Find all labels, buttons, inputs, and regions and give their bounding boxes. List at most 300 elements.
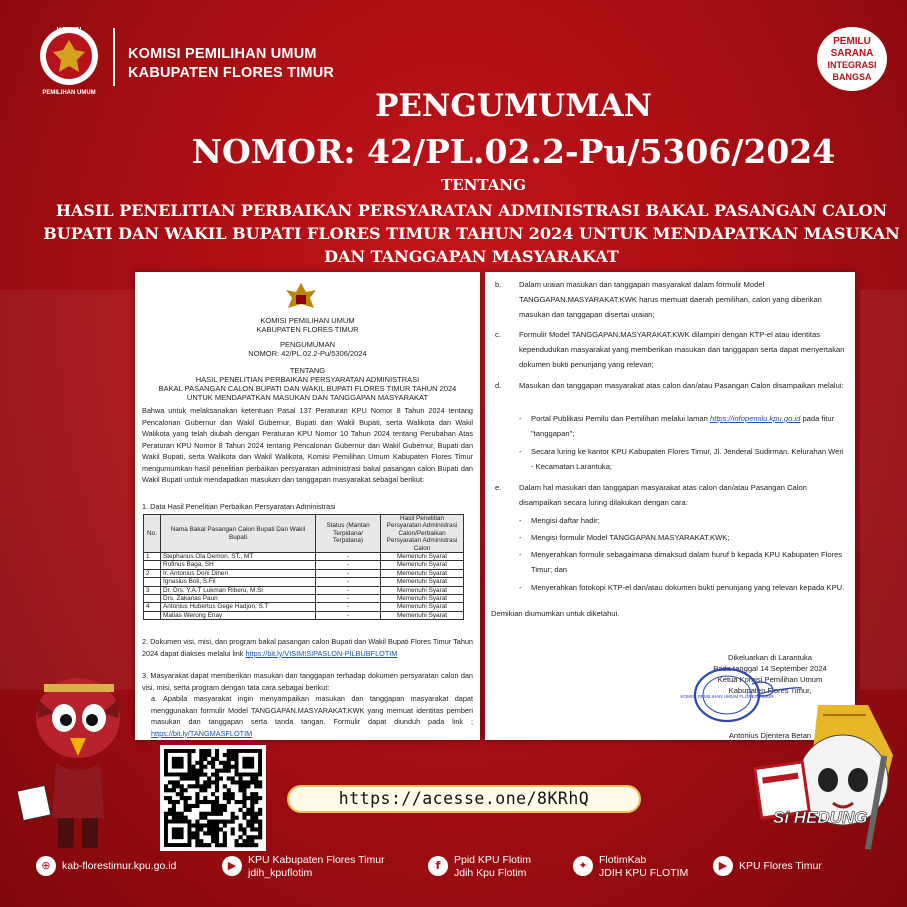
qr-module [195,784,199,788]
table-cell: Stephanus Ola Demon, ST., MT [161,553,316,561]
table-cell: 1 [144,553,161,561]
qr-module [250,780,254,784]
qr-module [250,835,254,839]
qr-module [199,788,203,792]
results-table [143,514,464,620]
qr-module [238,800,242,804]
qr-module [254,816,258,820]
footer-text: jdih_kpuflotim [248,867,313,879]
table-cell: Matias Werong Enay [161,611,316,619]
qr-module [242,796,246,800]
qr-module [242,788,246,792]
list-text: Dalam hal masukan dan tanggapan masyarakat atas calon dan/atau Pasangan Calon disampaikan secara luring dilakukan dengan cara: [519,483,807,507]
qr-module [238,835,242,839]
list-text [531,411,845,441]
qr-module [231,765,235,769]
qr-module [211,780,215,784]
qr-module [203,765,207,769]
qr-module [246,812,250,816]
qr-module [242,816,246,820]
qr-module [195,839,199,843]
qr-module [242,757,254,769]
qr-module [184,808,188,812]
qr-module [231,796,235,800]
qr-module [199,765,203,769]
table-row [144,586,464,594]
table-cell: Antonius Hubertus Gege Hadjon, S.T [161,603,316,611]
facebook-icon: f [428,856,448,876]
qr-module [203,784,207,788]
table-cell: Ir. Antonius Doni Dihen [161,569,316,577]
table-cell: - [316,553,381,561]
org-line-2: KABUPATEN FLORES TIMUR [128,65,335,81]
qr-module [215,753,219,757]
title-nomor: NOMOR: 42/PL.02.2-Pu/5306/2024 [191,132,836,171]
background-building [0,290,135,690]
qr-module [207,753,211,757]
qr-module [195,800,199,804]
qr-module [242,800,246,804]
qr-module [215,749,219,753]
qr-module [172,788,176,792]
qr-module [164,788,168,792]
youtube-icon: ▶ [222,856,242,876]
qr-module [168,796,172,800]
qr-module [199,800,203,804]
qr-module [238,784,242,788]
table-cell [144,611,161,619]
qr-module [211,800,215,804]
qr-module [176,784,180,788]
table-cell: Memenuhi Syarat [381,611,464,619]
table-cell [144,561,161,569]
qr-module [211,761,215,765]
closing-text: Demikian diumumkan untuk diketahui. [491,609,620,618]
qr-module [207,827,211,831]
qr-module [227,765,231,769]
qr-module [238,776,242,780]
qr-module [195,823,199,827]
qr-module [219,812,223,816]
doc-item-3a-text: a. Apabila masyarakat ingin menyampaikan masukan dan tanggapan masyarakat dapat menggunakan formulir Model TANGGAPAN.MASYARAKAT.KWK yang memuat identitas pemberi masukan dan tanggapan serta tanda tangan. Formulir dapat diunduh pada link ; [151,694,473,726]
infopemilu-link[interactable]: https://infopemilu.kpu.go.id [709,414,801,423]
qr-module [242,804,246,808]
list-text: Menyerahkan formulir sebagaimana dimaksud dalam huruf b kepada KPU Kabupaten Flores Timur; dan [531,550,843,574]
qr-module [254,792,258,796]
table-cell: - [316,586,381,594]
table-header: Hasil Penelitian Persyaratan Administrasi Calon/Perbaikan Persyaratan Administrasi Calon [381,515,464,553]
table-cell: Ignasius Boli, S.Fil [161,578,316,586]
qr-module [188,776,192,780]
qr-module [195,804,199,808]
footer-text: KPU Kabupaten Flores Timur [248,854,385,866]
list-text: Menyerahkan fotokopi KTP-el dan/atau dokumen bukti penunjang yang relevan kepada KPU. [531,583,845,592]
qr-module [242,812,246,816]
qr-module [215,769,219,773]
footer-text: KPU Flores Timur [739,860,822,872]
qr-module [215,784,219,788]
doc-intro: Bahwa untuk melaksanakan ketentuan Pasal 137 Peraturan KPU Nomor 8 Tahun 2024 tentang Pencalonan Gubernur dan Wakil Gubernur, Bupati dan Wakil Bupati, serta Walikota dan Wakil Walikota yang telah diubah dengan Peraturan KPU Nomor 10 Tahun 2024 tentang Perubahan Atas Peraturan KPU Nomor 8 Tahun 2024 tentang Pencalonan Gubernur dan Wakil Gubernur, Bupati dan Wakil Bupati, serta Walikota dan Wakil Walikota, Komisi Pemilihan Umum Kabupaten Flores Timur mengumumkan hasil penelitian perbaikan persyaratan administrasi bakal pasangan calon Bupati dan Wakil Bupati untuk mendapatkan masukan dan tanggapan masyarakat sebagai berikut: [142,406,473,484]
qr-module [199,839,203,843]
qr-module [199,823,203,827]
qr-module [250,839,254,843]
qr-module [176,812,180,816]
qr-module [254,776,258,780]
qr-module [207,831,211,835]
logo-text-bottom: PEMILIHAN UMUM [42,90,96,96]
qr-module [199,784,203,788]
table-cell: Memenuhi Syarat [381,578,464,586]
qr-module [211,773,215,777]
qr-module [231,776,235,780]
qr-module [172,757,184,769]
qr-module [250,823,254,827]
qr-module [184,776,188,780]
qr-module [195,761,199,765]
list-marker: - [519,583,522,592]
qr-module [258,831,262,835]
qr-module [180,792,184,796]
list-marker: c. [495,330,501,339]
qr-module [231,792,235,796]
qr-module [223,823,227,827]
qr-module [223,761,227,765]
sign-line-3: Ketua Komisi Pemilihan Umum [717,675,823,684]
qr-module [199,757,203,761]
qr-module [242,780,246,784]
qr-module [211,765,215,769]
table-cell: Drs. Zakarias Paun [161,595,316,603]
qr-module [199,773,203,777]
table-cell: Memenuhi Syarat [381,586,464,594]
qr-module [238,827,242,831]
garuda-emblem [283,280,319,316]
table-header-row [144,515,464,553]
qr-module [227,761,231,765]
list-marker: - [519,447,522,456]
table-cell: Memenuhi Syarat [381,603,464,611]
qr-module [231,831,235,835]
table-cell: - [316,561,381,569]
qr-module [258,827,262,831]
title-pengumuman: PENGUMUMAN [375,88,652,124]
qr-module [238,788,242,792]
qr-module [250,808,254,812]
qr-module [235,839,239,843]
doc-item-2 [142,636,473,659]
doc-item-3a [151,693,473,739]
qr-module [223,796,227,800]
qr-module [215,800,219,804]
qr-module [191,749,195,753]
qr-module [172,780,176,784]
portal-text: Portal Publikasi Pemilu dan Pemilihan melalui laman [531,414,708,423]
qr-module [223,753,227,757]
qr-module [250,820,254,824]
qr-module [207,749,211,753]
qr-module [195,835,199,839]
list-marker: - [519,533,522,542]
qr-module [219,769,223,773]
header [0,0,907,100]
qr-module [227,820,231,824]
qr-module [246,835,250,839]
qr-module [203,753,207,757]
qr-module [235,816,239,820]
qr-module [207,776,211,780]
qr-module [211,835,215,839]
table-cell [144,595,161,603]
qr-module [250,812,254,816]
table-cell: - [316,595,381,603]
qr-module [258,796,262,800]
qr-module [223,820,227,824]
qr-module [199,816,203,820]
qr-module [168,812,172,816]
qr-module [242,827,246,831]
short-url-link[interactable]: https://acesse.one/8KRhQ [287,785,641,813]
table-cell: Memenuhi Syarat [381,561,464,569]
table-row [144,595,464,603]
qr-module [227,749,231,753]
qr-module [250,800,254,804]
qr-module [215,776,219,780]
qr-module [199,753,203,757]
badge-line-1: PEMILU [833,36,871,47]
table-cell: - [316,603,381,611]
qr-module [172,816,176,820]
qr-module [184,800,188,804]
qr-module [195,820,199,824]
qr-module [211,820,215,824]
qr-module [254,784,258,788]
qr-module [203,812,207,816]
badge-line-3: INTEGRASI [827,60,877,70]
qr-module [215,835,219,839]
doc-org-1: KOMISI PEMILIHAN UMUM [260,316,355,325]
qr-module [215,773,219,777]
qr-module [164,796,168,800]
footer-text: JDIH KPU FLOTIM [599,867,689,879]
qr-module [203,788,207,792]
qr-module [250,776,254,780]
qr-module [211,804,215,808]
background-building [860,290,907,690]
qr-module [203,757,207,761]
qr-module [258,808,262,812]
list-text: Mengisi daftar hadir; [531,516,600,525]
qr-module [203,831,207,835]
qr-module [203,800,207,804]
qr-module [180,788,184,792]
list-marker: - [519,414,522,423]
qr-module [164,784,168,788]
footer-text: kab-florestimur.kpu.go.id [62,860,177,872]
qr-module [203,796,207,800]
qr-module [231,812,235,816]
qr-module [231,757,235,761]
table-cell: Rofinus Baga, SH [161,561,316,569]
qr-module [203,816,207,820]
qr-module [258,780,262,784]
qr-module [172,827,184,839]
qr-module [227,796,231,800]
qr-module [231,753,235,757]
qr-module [219,827,223,831]
qr-module [203,780,207,784]
qr-module [258,835,262,839]
doc-item-1: 1. Data Hasil Penelitian Perbaikan Persyaratan Administrasi [142,502,336,511]
qr-module [211,839,215,843]
qr-code[interactable] [160,745,266,851]
qr-module [231,780,235,784]
qr-module [191,823,195,827]
list-marker: b. [495,280,502,289]
qr-module [250,792,254,796]
twitter-icon: ✦ [573,856,593,876]
doc-heading: PENGUMUMAN [279,340,335,349]
doc-tentang: TENTANG [289,366,326,375]
qr-module [238,808,242,812]
qr-module [246,820,250,824]
table-cell: 3 [144,586,161,594]
qr-module [258,784,262,788]
qr-module [215,808,219,812]
qr-module [195,796,199,800]
qr-module [188,804,192,808]
qr-module [199,761,203,765]
qr-module [180,784,184,788]
qr-module [223,808,227,812]
qr-module [184,804,188,808]
mascot-left [8,668,136,856]
qr-module [211,831,215,835]
qr-module [191,835,195,839]
table-cell: - [316,611,381,619]
qr-module [188,808,192,812]
kpu-logo [38,22,100,98]
list-marker: - [519,550,522,559]
list-text: Secara luring ke kantor KPU Kabupaten Flores Timur, Jl. Jenderal Sudirman. Kelurahan Weri - Kecamatan Larantuka; [531,447,844,471]
footer-text: Jdih Kpu Flotim [454,867,527,879]
doc-item-2-text: 2. Dokumen visi, misi, dan program bakal pasangan calon Bupati dan Wakil Bupati Flores Timur Tahun 2024 dapat diakses melalui link [142,637,473,658]
qr-module [215,839,219,843]
doc-nomor: NOMOR: 42/PL.02.2-Pu/5306/2024 [248,349,367,358]
tanggapan-form-link[interactable]: https://bit.ly/TANGMASFLOTIM [151,728,253,738]
qr-module [176,780,180,784]
qr-module [207,812,211,816]
qr-module [172,808,176,812]
doc-subject-2: BAKAL PASANGAN CALON BUPATI DAN WAKIL BUPATI FLORES TIMUR TAHUN 2024 [158,384,457,393]
qr-module [258,820,262,824]
qr-module [215,796,219,800]
document-page-1 [135,272,480,740]
qr-module [254,835,258,839]
qr-module [254,820,258,824]
qr-module [250,827,254,831]
qr-module [195,780,199,784]
qr-module [191,765,195,769]
qr-module [172,812,176,816]
org-line-1: KOMISI PEMILIHAN UMUM [128,46,317,62]
qr-module [203,749,207,753]
qr-module [207,820,211,824]
qr-module [258,812,262,816]
qr-module [215,823,219,827]
qr-code-graphic [160,745,266,851]
qr-module [180,796,184,800]
qr-module [254,827,258,831]
list-text: Formulir Model TANGGAPAN.MASYARAKAT.KWK dilampiri dengan KTP-el atau identitas kependudukan masyarakat yang memberikan masukan dan tanggapan serta dapat menyertakan dokumen bukti penunjang yang relevan; [519,330,845,369]
qr-module [219,808,223,812]
qr-module [246,839,250,843]
qr-module [211,757,215,761]
table-cell: - [316,578,381,586]
qr-module [246,796,250,800]
header-divider [113,28,115,86]
sign-line-2: Pada tanggal 14 September 2024 [713,664,827,673]
qr-module [164,812,168,816]
qr-module [254,796,258,800]
qr-module [195,776,199,780]
qr-module [242,831,246,835]
logo-text-top: KOMISI [56,27,82,34]
qr-module [211,827,215,831]
table-header: Nama Bakal Pasangan Calon Bupati Dan Wakil Bupati [161,515,316,553]
qr-module [231,827,235,831]
qr-module [254,800,258,804]
qr-module [238,823,242,827]
pemilu-badge [814,24,890,94]
qr-module [242,792,246,796]
qr-module [235,800,239,804]
qr-module [242,839,246,843]
doc-org-2: KABUPATEN FLORES TIMUR [256,325,359,334]
qr-module [238,780,242,784]
doc-subject-3: UNTUK MENDAPATKAN MASUKAN DAN TANGGAPAN MASYARAKAT [186,393,429,402]
globe-icon: ⊕ [36,856,56,876]
qr-module [191,784,195,788]
qr-module [176,816,180,820]
qr-module [188,796,192,800]
qr-module [215,788,219,792]
mascot-label: Si HEDUNG [773,808,868,827]
qr-module [223,804,227,808]
table-cell: 4 [144,603,161,611]
qr-module [207,761,211,765]
qr-module [203,773,207,777]
visimisi-link[interactable]: https://bit.ly/VISIMISIPASLON-PILBUBFLOTIM [245,648,398,658]
qr-module [191,773,195,777]
portal-text-end: pada fitur "tanggapan"; [531,414,835,438]
qr-module [188,784,192,788]
table-cell: Memenuhi Syarat [381,595,464,603]
qr-module [250,816,254,820]
qr-module [180,816,184,820]
qr-module [246,823,250,827]
table-cell: 2 [144,569,161,577]
qr-module [227,800,231,804]
table-header: No. [144,515,161,553]
table-row [144,578,464,586]
table-cell [144,578,161,586]
qr-module [250,796,254,800]
mascot-right-si-hedung [718,695,907,860]
qr-module [258,823,262,827]
qr-module [176,792,180,796]
table-row [144,611,464,619]
list-marker: e. [495,483,502,492]
